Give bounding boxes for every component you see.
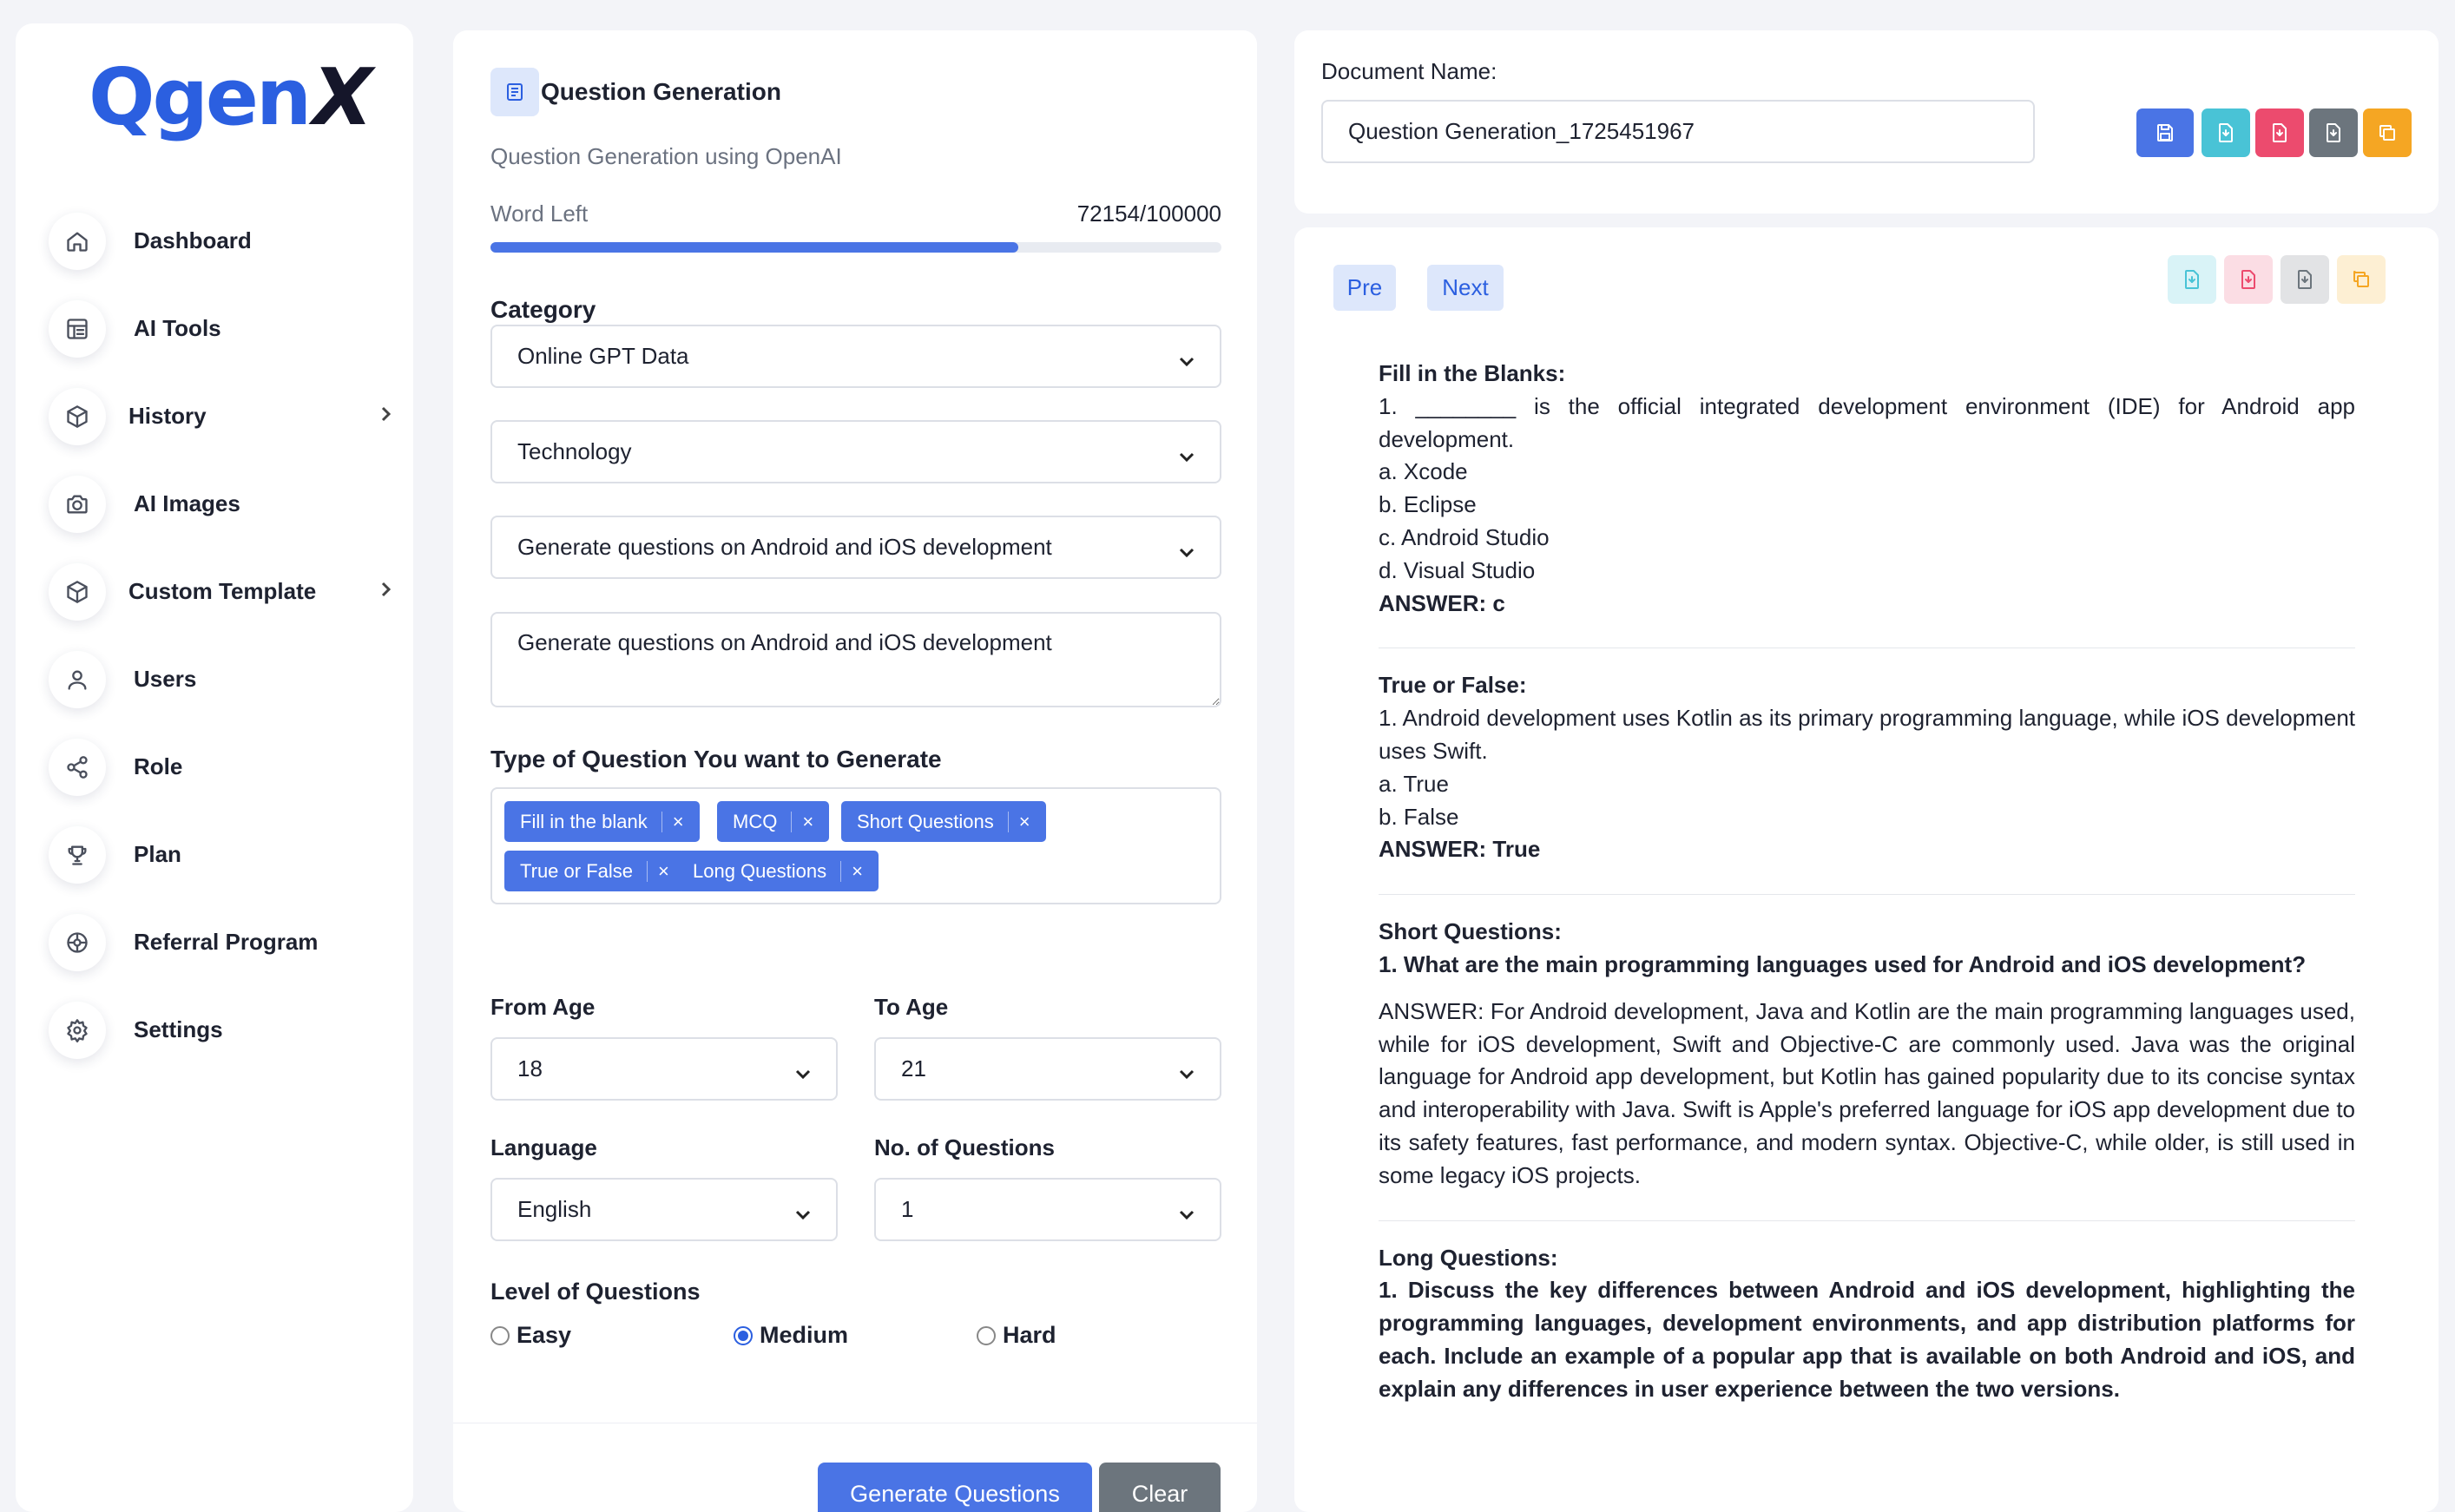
option-item: b. False <box>1379 803 1459 830</box>
num-questions-select[interactable] <box>874 1178 1221 1241</box>
option-item: b. Eclipse <box>1379 491 1477 518</box>
export-word-button[interactable] <box>2168 255 2216 304</box>
words-left-row <box>490 201 1221 227</box>
form-title: Question Generation <box>541 78 781 105</box>
document-icon <box>490 68 539 116</box>
export-txt-button[interactable] <box>2281 255 2329 304</box>
question-type-multiselect[interactable] <box>490 787 1221 904</box>
subcategory-select[interactable] <box>490 420 1221 483</box>
logo-text-qgen: Qgen <box>89 51 310 143</box>
tag-long-questions[interactable] <box>677 851 879 891</box>
chevron-down-icon <box>1178 349 1195 366</box>
sidebar-item-ai-tools[interactable] <box>49 285 396 372</box>
export-txt-button[interactable] <box>2309 108 2358 157</box>
sidebar-nav <box>49 197 396 1074</box>
true-false-section <box>1379 669 2355 895</box>
sidebar-item-role[interactable] <box>49 723 396 811</box>
previous-button[interactable]: Pre <box>1333 265 1396 311</box>
category-value: Online GPT Data <box>517 343 689 369</box>
cube-icon <box>49 388 106 445</box>
fill-blanks-section <box>1379 358 2355 648</box>
tag-label: Fill in the blank <box>520 810 648 832</box>
question-type-label: Type of Question You want to Generate <box>490 746 942 772</box>
chevron-right-icon <box>375 404 396 424</box>
from-age-label: From Age <box>490 994 596 1020</box>
radio-button[interactable] <box>734 1326 753 1345</box>
category-select[interactable] <box>490 325 1221 388</box>
topic-select[interactable] <box>490 516 1221 579</box>
level-radio-medium[interactable] <box>734 1322 848 1349</box>
chevron-down-icon <box>1178 540 1195 557</box>
tag-label: Long Questions <box>693 859 827 882</box>
sidebar <box>16 23 413 1512</box>
word-file-icon <box>2182 269 2202 290</box>
sidebar-item-label: AI Tools <box>134 315 221 341</box>
sidebar-item-settings[interactable] <box>49 986 396 1074</box>
level-radio-easy[interactable] <box>490 1322 571 1349</box>
pdf-file-icon <box>2269 122 2290 143</box>
result-panel <box>1294 227 2439 1512</box>
option-item: a. True <box>1379 770 1449 797</box>
prompt-textarea[interactable] <box>490 612 1221 707</box>
question-text: 1. ________ is the official integrated development environment (IDE) for Android app development. <box>1379 392 2355 452</box>
sidebar-item-label: Dashboard <box>134 227 252 253</box>
chevron-down-icon <box>1178 1062 1195 1079</box>
num-questions-value: 1 <box>901 1196 914 1222</box>
section-title: Fill in the Blanks: <box>1379 360 1566 386</box>
sidebar-item-referral-program[interactable] <box>49 898 396 986</box>
radio-button[interactable] <box>490 1326 510 1345</box>
tag-label: MCQ <box>733 810 778 832</box>
tag-label: Short Questions <box>857 810 994 832</box>
save-button[interactable] <box>2136 108 2194 157</box>
words-left-count: 72154/100000 <box>1076 201 1221 227</box>
question-text: 1. What are the main programming languages used for Android and iOS development? <box>1379 950 2307 977</box>
radio-label: Hard <box>1003 1322 1056 1348</box>
word-file-icon <box>2215 122 2236 143</box>
option-item: a. Xcode <box>1379 458 1468 485</box>
close-icon[interactable]: × <box>658 859 669 882</box>
qgenx-logo[interactable] <box>89 41 370 154</box>
camera-icon <box>49 476 106 533</box>
tools-icon <box>49 300 106 358</box>
option-item: d. Visual Studio <box>1379 556 1536 583</box>
document-name-input[interactable]: Question Generation_1725451967 <box>1321 100 2035 163</box>
form-header <box>490 68 781 116</box>
sidebar-item-label: Settings <box>134 1016 223 1042</box>
words-progress-bar <box>490 242 1221 253</box>
form-subtitle: Question Generation using OpenAI <box>490 143 842 169</box>
save-icon <box>2155 122 2175 143</box>
sidebar-item-label: Users <box>134 666 197 692</box>
short-questions-section <box>1379 916 2355 1220</box>
share-icon <box>49 739 106 796</box>
copy-button[interactable] <box>2363 108 2412 157</box>
chevron-down-icon <box>1178 1202 1195 1219</box>
close-icon[interactable]: × <box>802 810 814 832</box>
sidebar-item-plan[interactable] <box>49 811 396 898</box>
section-title: True or False: <box>1379 672 1527 699</box>
export-pdf-button[interactable] <box>2255 108 2304 157</box>
answer-text: ANSWER: For Android development, Java and Kotlin are the main programming languages used, while for iOS development, Swift and Objective-C are commonly used. Java was the original language for Android app development, but Kotlin has gained popularity due to its concise syntax and interoperability with Java. Swift is Apple's preferred language for iOS app development due to its safety features, fast performance, and modern syntax. Objective-C, while older, is still used in some legacy iOS projects. <box>1379 997 2355 1188</box>
from-age-select[interactable] <box>490 1037 838 1101</box>
from-age-value: 18 <box>517 1055 543 1081</box>
question-text: 1. Discuss the key differences between Android and iOS development, highlighting the programming languages, development environments, and app distribution platforms for each. Include an example of a popular app that is available on both Android and iOS, and explain any differences in user experience between the two versions. <box>1379 1277 2355 1402</box>
text-file-icon <box>2294 269 2315 290</box>
section-title: Short Questions: <box>1379 918 1562 945</box>
chevron-down-icon <box>794 1062 812 1079</box>
tag-fill-in-the-blank[interactable] <box>504 801 700 842</box>
category-label: Category <box>490 296 596 323</box>
home-icon <box>49 213 106 270</box>
clear-button[interactable]: Clear <box>1099 1463 1221 1512</box>
subcategory-value: Technology <box>517 438 632 464</box>
to-age-label: To Age <box>874 994 949 1020</box>
document-name-label: Document Name: <box>1321 58 1497 84</box>
level-label: Level of Questions <box>490 1279 701 1305</box>
next-button[interactable]: Next <box>1427 265 1504 311</box>
sidebar-item-label: AI Images <box>134 490 240 516</box>
answer-text: ANSWER: True <box>1379 836 1541 863</box>
document-panel <box>1294 30 2439 214</box>
cube-icon <box>49 563 106 621</box>
export-word-button[interactable] <box>2202 108 2250 157</box>
sidebar-item-ai-images[interactable] <box>49 460 396 548</box>
copy-icon <box>2377 122 2398 143</box>
tag-short-questions[interactable] <box>841 801 1046 842</box>
words-progress-fill <box>490 242 1018 253</box>
question-form-panel <box>453 30 1257 1512</box>
trophy-icon <box>49 826 106 884</box>
tag-mcq[interactable] <box>717 801 829 842</box>
chevron-down-icon <box>1178 444 1195 462</box>
sidebar-item-dashboard[interactable] <box>49 197 396 285</box>
to-age-value: 21 <box>901 1055 926 1081</box>
language-select[interactable] <box>490 1178 838 1241</box>
level-radio-hard[interactable] <box>977 1322 1056 1349</box>
generated-content <box>1379 358 2355 1406</box>
long-questions-section <box>1379 1242 2355 1406</box>
sidebar-item-label: History <box>128 403 207 429</box>
sidebar-item-users[interactable] <box>49 635 396 723</box>
language-label: Language <box>490 1134 597 1160</box>
section-title: Long Questions: <box>1379 1244 1558 1271</box>
sidebar-item-history[interactable] <box>49 372 396 460</box>
radio-button[interactable] <box>977 1326 996 1345</box>
close-icon[interactable]: × <box>1018 810 1030 832</box>
generate-questions-button[interactable]: Generate Questions <box>818 1463 1092 1512</box>
sidebar-item-label: Custom Template <box>128 578 317 604</box>
sidebar-item-label: Role <box>134 753 183 779</box>
referral-icon <box>49 914 106 971</box>
text-file-icon <box>2323 122 2344 143</box>
to-age-select[interactable] <box>874 1037 1221 1101</box>
close-icon[interactable]: × <box>672 810 684 832</box>
sidebar-item-label: Plan <box>134 841 181 867</box>
tag-label: True or False <box>520 859 634 882</box>
copy-icon <box>2351 269 2372 290</box>
radio-label: Medium <box>760 1322 849 1348</box>
question-text: 1. Android development uses Kotlin as its primary programming language, while iOS development uses Swift. <box>1379 705 2355 764</box>
radio-label: Easy <box>517 1322 572 1348</box>
chevron-down-icon <box>794 1202 812 1219</box>
export-pdf-button[interactable] <box>2224 255 2273 304</box>
sidebar-item-label: Referral Program <box>134 929 319 955</box>
user-icon <box>49 651 106 708</box>
logo-text-x: X <box>313 51 371 143</box>
copy-button[interactable] <box>2337 255 2386 304</box>
num-questions-label: No. of Questions <box>874 1134 1055 1160</box>
topic-value: Generate questions on Android and iOS development <box>517 534 1052 560</box>
close-icon[interactable]: × <box>852 859 863 882</box>
sidebar-item-custom-template[interactable] <box>49 548 396 635</box>
pdf-file-icon <box>2238 269 2259 290</box>
language-value: English <box>517 1196 592 1222</box>
words-left-label: Word Left <box>490 201 589 227</box>
gear-icon <box>49 1002 106 1059</box>
chevron-right-icon <box>375 579 396 600</box>
option-item: c. Android Studio <box>1379 523 1550 550</box>
tag-true-or-false[interactable] <box>504 851 685 891</box>
answer-text: ANSWER: c <box>1379 589 1505 616</box>
